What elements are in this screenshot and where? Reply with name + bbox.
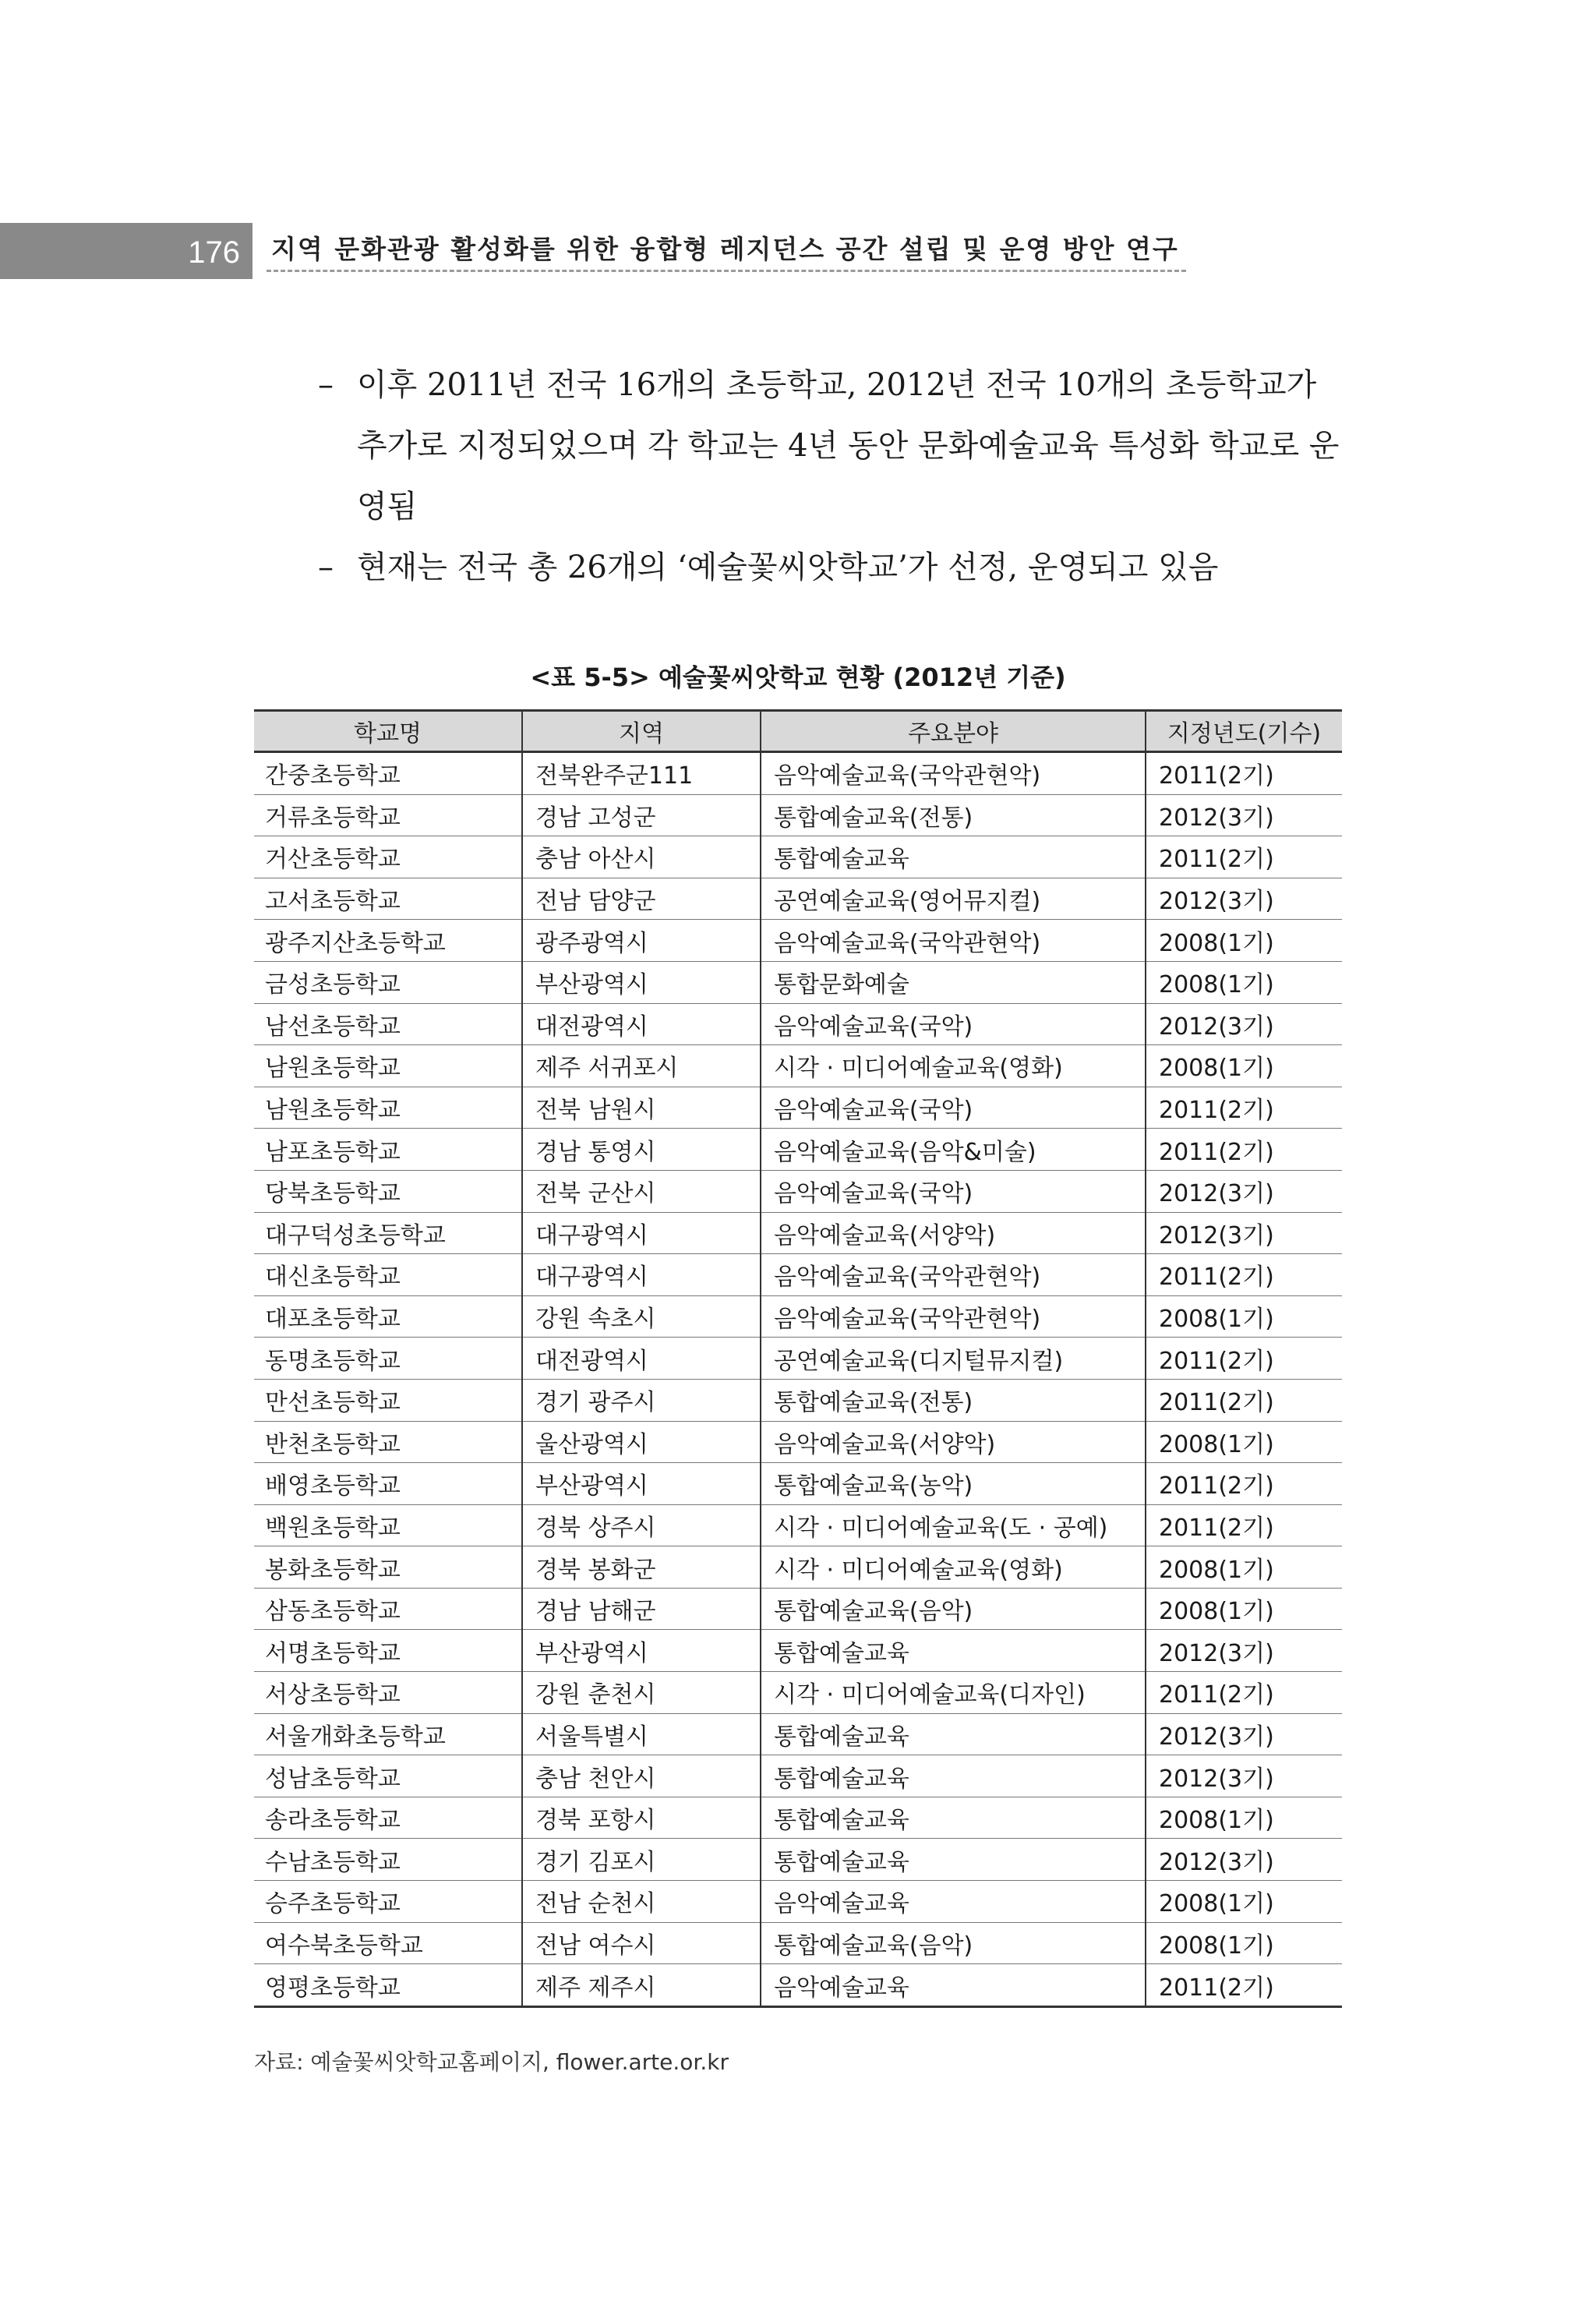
column-header-school: 학교명: [254, 711, 522, 752]
region-cell: 전남 여수시: [522, 1922, 761, 1964]
column-header-region: 지역: [522, 711, 761, 752]
year-cell: 2011(2기): [1146, 1338, 1342, 1380]
school-name-cell: 남원초등학교: [254, 1087, 522, 1129]
school-name-cell: 여수북초등학교: [254, 1922, 522, 1964]
region-cell: 전북 남원시: [522, 1087, 761, 1129]
year-cell: 2012(3기): [1146, 878, 1342, 920]
field-cell: 통합예술교육(음악): [761, 1922, 1146, 1964]
region-cell: 대전광역시: [522, 1003, 761, 1045]
field-cell: 공연예술교육(디지털뮤지컬): [761, 1338, 1146, 1380]
region-cell: 부산광역시: [522, 961, 761, 1003]
table-row: [254, 1045, 1342, 1087]
year-cell: 2011(2기): [1146, 1463, 1342, 1505]
year-cell: 2012(3기): [1146, 1212, 1342, 1254]
year-cell: 2011(2기): [1146, 1379, 1342, 1421]
school-name-cell: 승주초등학교: [254, 1881, 522, 1923]
schools-table: [254, 709, 1342, 2008]
region-cell: 충남 아산시: [522, 836, 761, 878]
region-cell: 경남 고성군: [522, 794, 761, 836]
region-cell: 경북 포항시: [522, 1797, 761, 1839]
table-row: [254, 1170, 1342, 1212]
region-cell: 강원 속초시: [522, 1295, 761, 1338]
field-cell: 음악예술교육: [761, 1881, 1146, 1923]
year-cell: 2011(2기): [1146, 1087, 1342, 1129]
field-cell: 통합예술교육: [761, 1839, 1146, 1881]
field-cell: 통합예술교육: [761, 836, 1146, 878]
school-name-cell: 만선초등학교: [254, 1379, 522, 1421]
school-name-cell: 반천초등학교: [254, 1421, 522, 1463]
region-cell: 전북완주군111: [522, 752, 761, 795]
region-cell: 제주 서귀포시: [522, 1045, 761, 1087]
field-cell: 통합예술교육: [761, 1797, 1146, 1839]
year-cell: 2012(3기): [1146, 1713, 1342, 1755]
region-cell: 서울특별시: [522, 1713, 761, 1755]
school-name-cell: 당북초등학교: [254, 1170, 522, 1212]
school-name-cell: 수남초등학교: [254, 1839, 522, 1881]
field-cell: 음악예술교육: [761, 1964, 1146, 2007]
table-row: [254, 1504, 1342, 1546]
year-cell: 2012(3기): [1146, 1630, 1342, 1672]
school-name-cell: 송라초등학교: [254, 1797, 522, 1839]
table-row: [254, 1964, 1342, 2007]
school-name-cell: 서울개화초등학교: [254, 1713, 522, 1755]
table-row: [254, 1839, 1342, 1881]
year-cell: 2008(1기): [1146, 961, 1342, 1003]
region-cell: 대구광역시: [522, 1254, 761, 1296]
table-row: [254, 878, 1342, 920]
field-cell: 음악예술교육(서양악): [761, 1421, 1146, 1463]
region-cell: 충남 천안시: [522, 1755, 761, 1797]
field-cell: 통합예술교육: [761, 1630, 1146, 1672]
region-cell: 경북 상주시: [522, 1504, 761, 1546]
school-name-cell: 배영초등학교: [254, 1463, 522, 1505]
year-cell: 2012(3기): [1146, 1755, 1342, 1797]
year-cell: 2012(3기): [1146, 794, 1342, 836]
region-cell: 대전광역시: [522, 1338, 761, 1380]
region-cell: 경기 김포시: [522, 1839, 761, 1881]
table-row: [254, 1003, 1342, 1045]
school-name-cell: 간중초등학교: [254, 752, 522, 795]
year-cell: 2008(1기): [1146, 1797, 1342, 1839]
year-cell: 2011(2기): [1146, 1254, 1342, 1296]
table-row: [254, 1881, 1342, 1923]
year-cell: 2012(3기): [1146, 1170, 1342, 1212]
field-cell: 시각 · 미디어예술교육(도 · 공예): [761, 1504, 1146, 1546]
column-header-field: 주요분야: [761, 711, 1146, 752]
school-name-cell: 남선초등학교: [254, 1003, 522, 1045]
table-row: [254, 961, 1342, 1003]
column-header-year: 지정년도(기수): [1146, 711, 1342, 752]
table-row: [254, 920, 1342, 962]
school-name-cell: 대포초등학교: [254, 1295, 522, 1338]
field-cell: 음악예술교육(국악관현악): [761, 1254, 1146, 1296]
region-cell: 경남 남해군: [522, 1588, 761, 1630]
running-title: 지역 문화관광 활성화를 위한 융합형 레지던스 공간 설립 및 운영 방안 연구: [271, 234, 1179, 264]
year-cell: 2011(2기): [1146, 752, 1342, 795]
table-row: [254, 1588, 1342, 1630]
table-row: [254, 1797, 1342, 1839]
year-cell: 2008(1기): [1146, 920, 1342, 962]
field-cell: 통합문화예술: [761, 961, 1146, 1003]
year-cell: 2008(1기): [1146, 1881, 1342, 1923]
school-name-cell: 봉화초등학교: [254, 1546, 522, 1589]
year-cell: 2008(1기): [1146, 1421, 1342, 1463]
field-cell: 통합예술교육(전통): [761, 794, 1146, 836]
year-cell: 2011(2기): [1146, 1672, 1342, 1714]
table-row: [254, 1379, 1342, 1421]
field-cell: 시각 · 미디어예술교육(디자인): [761, 1672, 1146, 1714]
field-cell: 음악예술교육(음악&미술): [761, 1129, 1146, 1171]
year-cell: 2012(3기): [1146, 1839, 1342, 1881]
region-cell: 경남 통영시: [522, 1129, 761, 1171]
year-cell: 2008(1기): [1146, 1922, 1342, 1964]
field-cell: 음악예술교육(국악관현악): [761, 752, 1146, 795]
bullet-text: 현재는 전국 총 26개의 ‘예술꽃씨앗학교’가 선정, 운영되고 있음: [357, 550, 1219, 585]
region-cell: 부산광역시: [522, 1630, 761, 1672]
table-row: [254, 1755, 1342, 1797]
region-cell: 부산광역시: [522, 1463, 761, 1505]
school-name-cell: 서상초등학교: [254, 1672, 522, 1714]
table-row: [254, 1129, 1342, 1171]
region-cell: 경북 봉화군: [522, 1546, 761, 1589]
year-cell: 2012(3기): [1146, 1003, 1342, 1045]
school-name-cell: 백원초등학교: [254, 1504, 522, 1546]
bullet-item: [318, 355, 1347, 537]
table-row: [254, 1087, 1342, 1129]
bullet-list: [318, 355, 1347, 598]
dash-marker: –: [318, 550, 334, 585]
school-name-cell: 금성초등학교: [254, 961, 522, 1003]
field-cell: 음악예술교육(국악): [761, 1170, 1146, 1212]
table-row: [254, 794, 1342, 836]
school-name-cell: 대신초등학교: [254, 1254, 522, 1296]
table-header-row: [254, 711, 1342, 752]
table-row: [254, 1713, 1342, 1755]
year-cell: 2011(2기): [1146, 1964, 1342, 2007]
field-cell: 공연예술교육(영어뮤지컬): [761, 878, 1146, 920]
region-cell: 광주광역시: [522, 920, 761, 962]
school-name-cell: 남원초등학교: [254, 1045, 522, 1087]
school-name-cell: 서명초등학교: [254, 1630, 522, 1672]
field-cell: 통합예술교육(전통): [761, 1379, 1146, 1421]
table-row: [254, 752, 1342, 795]
school-name-cell: 거류초등학교: [254, 794, 522, 836]
table-caption: <표 5-5> 예술꽃씨앗학교 현황 (2012년 기준): [530, 663, 1066, 692]
field-cell: 음악예술교육(국악): [761, 1087, 1146, 1129]
region-cell: 전남 순천시: [522, 1881, 761, 1923]
table-row: [254, 1546, 1342, 1589]
field-cell: 음악예술교육(국악관현악): [761, 920, 1146, 962]
region-cell: 전남 담양군: [522, 878, 761, 920]
table-row: [254, 1672, 1342, 1714]
school-name-cell: 거산초등학교: [254, 836, 522, 878]
bullet-text: 이후 2011년 전국 16개의 초등학교, 2012년 전국 10개의 초등학교가 추가로 지정되었으며 각 학교는 4년 동안 문화예술교육 특성화 학교로 운영됨: [357, 367, 1340, 525]
dash-marker: –: [318, 367, 334, 403]
year-cell: 2011(2기): [1146, 1504, 1342, 1546]
field-cell: 음악예술교육(국악관현악): [761, 1295, 1146, 1338]
region-cell: 대구광역시: [522, 1212, 761, 1254]
source-note: 자료: 예술꽃씨앗학교홈페이지, flower.arte.or.kr: [254, 2049, 729, 2075]
school-name-cell: 광주지산초등학교: [254, 920, 522, 962]
region-cell: 울산광역시: [522, 1421, 761, 1463]
region-cell: 전북 군산시: [522, 1170, 761, 1212]
field-cell: 음악예술교육(국악): [761, 1003, 1146, 1045]
year-cell: 2008(1기): [1146, 1546, 1342, 1589]
field-cell: 통합예술교육: [761, 1713, 1146, 1755]
field-cell: 시각 · 미디어예술교육(영화): [761, 1045, 1146, 1087]
page-number: 176: [188, 235, 240, 270]
table-row: [254, 1630, 1342, 1672]
field-cell: 통합예술교육(농악): [761, 1463, 1146, 1505]
school-name-cell: 성남초등학교: [254, 1755, 522, 1797]
school-name-cell: 동명초등학교: [254, 1338, 522, 1380]
table-row: [254, 836, 1342, 878]
school-name-cell: 남포초등학교: [254, 1129, 522, 1171]
region-cell: 강원 춘천시: [522, 1672, 761, 1714]
table-row: [254, 1295, 1342, 1338]
school-name-cell: 고서초등학교: [254, 878, 522, 920]
region-cell: 경기 광주시: [522, 1379, 761, 1421]
table-row: [254, 1254, 1342, 1296]
year-cell: 2011(2기): [1146, 836, 1342, 878]
year-cell: 2008(1기): [1146, 1295, 1342, 1338]
table-row: [254, 1338, 1342, 1380]
year-cell: 2008(1기): [1146, 1045, 1342, 1087]
field-cell: 시각 · 미디어예술교육(영화): [761, 1546, 1146, 1589]
table-row: [254, 1212, 1342, 1254]
year-cell: 2008(1기): [1146, 1588, 1342, 1630]
table-row: [254, 1922, 1342, 1964]
region-cell: 제주 제주시: [522, 1964, 761, 2007]
school-name-cell: 삼동초등학교: [254, 1588, 522, 1630]
school-name-cell: 영평초등학교: [254, 1964, 522, 2007]
year-cell: 2011(2기): [1146, 1129, 1342, 1171]
field-cell: 통합예술교육: [761, 1755, 1146, 1797]
school-name-cell: 대구덕성초등학교: [254, 1212, 522, 1254]
table-row: [254, 1463, 1342, 1505]
header-divider: [267, 270, 1186, 272]
table-body: [254, 752, 1342, 2007]
table-row: [254, 1421, 1342, 1463]
bullet-item: [318, 537, 1347, 598]
field-cell: 통합예술교육(음악): [761, 1588, 1146, 1630]
field-cell: 음악예술교육(서양악): [761, 1212, 1146, 1254]
